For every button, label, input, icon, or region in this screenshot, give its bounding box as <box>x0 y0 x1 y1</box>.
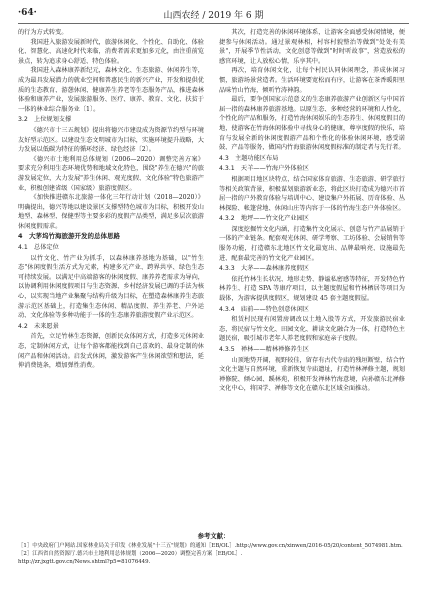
paragraph: 以竹文化、竹产业为抓手，以森林康养基地为基础，以"竹生态"休闲度假生活方式为元素，构建多元产业、跨界共享、绿色生态可持续发展。以满足中高端游客的休闲度假、康养养老需求为导向，以协调利用休闲度假项目与生态资源、乡村经济发展已调的手法为核心，以实现当地产业集聚与结构升级为目标，在塑造森林康养生态旅游示范区基础上，打造集生态休闲、精品度假、养生养老、户外运动、文化体验等多种功能于一体的生态康养旅游度假产业示范区。 <box>18 254 204 320</box>
page-header <box>18 8 409 22</box>
references-title: 参考文献： <box>197 533 230 540</box>
paragraph: 我国进入森林康养新纪元，森林文化、生态旅游、休闲养生等，成为最具发展潜力的就业空间和普惠民生的新兴产业，开发和提供优质的生态教育、游憩休闲、健康养生养老等生态服务产品，推进森林体验和康养产业，发展旅游服务、医疗、康养、教育、文化、扶贫于一体的林业综合服务业〔1〕。 <box>18 67 204 113</box>
paragraph: 的行为方式转变。 <box>18 29 68 36</box>
section-heading: 3.2 上位规划支撑 <box>18 116 72 124</box>
left-column <box>18 28 204 371</box>
section-heading: 4.1 总体定位 <box>18 244 59 252</box>
subsection-heading: 4.3.2 地坪——竹文化产业园区 <box>219 215 309 223</box>
header-rule <box>18 23 409 24</box>
paragraph: 根据项目地区块特点，结合国家体育旅游、生态旅游、研学旅行等相关政策背景，积极谋划旅游新业态，将此区块打造成为德兴市首屈一指的户外教育体验与培训中心、建设集户外拓展、历奇体验、丛林探险、帐篷营地、休闲山庄等内容于一体的竹海生态户外体验区。 <box>219 175 405 212</box>
references <box>18 533 409 566</box>
paragraph: 我国进入旅游发展新时代，旅游休闲化、个性化、自助化、体验化、智慧化、高速化时代来临，消费者需求更加多元化，由注重前览景点，转为追求身心舒适、特色体验。 <box>18 38 204 65</box>
subsection-heading: 4.3.5 禅林——精林禅修养生区 <box>219 346 309 353</box>
paragraph: 依托竹林生长状况、地形走势、静谧私密感等特征，开发特色竹林养生、打造 SPA 等康疗项目，以主题度假屋和竹林栖居等项目为载体，为游客提供度假区，规划建设 45 套主题度假屋。 <box>219 275 405 303</box>
reference-item: ［1］中央政府门户网站.国家林业局关于印发《林业发展"十三五"规划》的通知［EB/OL］.http://www.gov.cn/xinwen/2016-05/20/content_5074981.htm. <box>18 543 403 550</box>
paragraph: 山顶地势开阔，视野较佳，留存有古代寺庙的残垣断壁，结合竹文化主题与自然环境，重新恢复寺庙遗址，打造竹林禅修主题，规划禅修院、倾心园、蹊林苑，积极开发禅林竹海意境，向孙赣东北禅修文化中心，将国学、禅修等文化在赣东北区域全面推动。 <box>219 356 405 393</box>
paragraph: 《德兴市土地利用总体规划（2006—2020）调整完善方案》要求充分利用生态环境优势和地域文化特色，围绕"养生在德兴"的旅游发展定位，大力发展"养生休闲、观光度假、文化体验"特色旅游产业，积极创建省级（国家级）旅游度假区。 <box>18 155 204 192</box>
subsection-heading: 4.3.3 大茅——森林康养度假区 <box>219 265 309 273</box>
paragraph: 《德兴市十三五规划》提出将德兴市建设成为资源节约型与环境友好型示范区。以建设生态文明城市为目标，实施环境提升战略，大力发展以低碳为特征的循环经济、绿色经济〔2〕。 <box>18 126 204 154</box>
paragraph: 深度挖掘竹文化内涵，打造集竹文化展示、创意与竹产品展销于一体的产业链条。配套观光休闲、研学考察、工坊体验、会展销售等服务功能，打造赣东北地区竹文化最宽出、品牌最响亮、设施最先进、配套最完善的竹文化产业园区。 <box>219 225 405 262</box>
paragraph: 最后，要争创国家示范意义的生态康养旅游产业创新区与中国首届一指的森林康养旅游基地。以原生态、多种经营的环境和人性化、个性化的产品和服务，打造竹海休闲娱乐的生态养生、休闲度假目的地，使游客在竹海休闲体验中寻找身心的健康，尊享度假的快乐，培育与发展全新的休闲度假游产品和个性化的体验休闲环境，感受诺鼓、产品等服务，做国内竹海旅游休闲度假标准的制定者与先行者。 <box>219 96 405 152</box>
right-column <box>219 28 405 394</box>
paragraph: 租赁村民现有闲置房调改以土地入股等方式，开发旅游民宿业态，将民宿与竹文化、田园文化、耕读文化融合为一体，打造特色主题民宿，吸引城市老年人养老度假和家庭亲子度假。 <box>219 316 405 343</box>
section-heading: 4 大茅坞竹海旅游开发的总体思路 <box>18 232 121 241</box>
subsection-heading: 4.3.4 庙前——特色创意休闲区 <box>219 305 309 313</box>
section-heading: 4.2 未来愿景 <box>18 322 59 330</box>
paragraph: 《加快推进赣东北旅游一体化三年行动计划（2018—2020）》明确提出，德兴等地以建设景区支撑型特色城市为目标，积极开发山地型、森林型、保健型等主要多彩的度假产品类型，满足多层次旅游休闲度假需求。 <box>18 194 204 230</box>
subsection-heading: 4.3.1 天羊——竹海户外体验区 <box>219 165 309 173</box>
paragraph: 首先，立足竹林生态资源，创新民众体闲方式，打造多元休闲业态，定制休闲方式，让每个游客都能找到自己喜欢的、最身定制的休闲产品和休闲活动。启发式休闲，激发游客产生休闲欲望和想法，延伸消费链条，增加弹性消费。 <box>18 333 204 370</box>
paragraph: 再次，培育休闲文化，让每个村民认同休闲理念，养成休闲习惯，旅游场景营造者。生活环境要宽松而有序，让游客在茶香暖阳里品味竹山竹海，倾听竹涛神韵。 <box>219 67 405 94</box>
section-heading: 4.3 主题功能区布局 <box>219 154 279 162</box>
page-number: ·64· <box>18 8 37 18</box>
reference-item: http://zr.jxgtt.gov.cn/News.shtml?p5=81076449. <box>18 559 151 566</box>
journal-title: 山西农经 / 2019 年 6 期 <box>163 11 264 21</box>
paragraph: 其次，打造完善的休闲环境体系，让游客全面感受休闲情境，便捷参与休闲活动。通过景观林相，村容村貌整治等做到"处处有美景"，开展季节性活动，文化创意等做到"时时听故事"，营造放松的感官环境，让人放松心情，乐享其中。 <box>219 29 405 65</box>
reference-item: ［2］江西省自然资源厅.德兴市土地利用总体规划（2006—2020）调整完善方案［EB/OL］. <box>18 551 243 558</box>
